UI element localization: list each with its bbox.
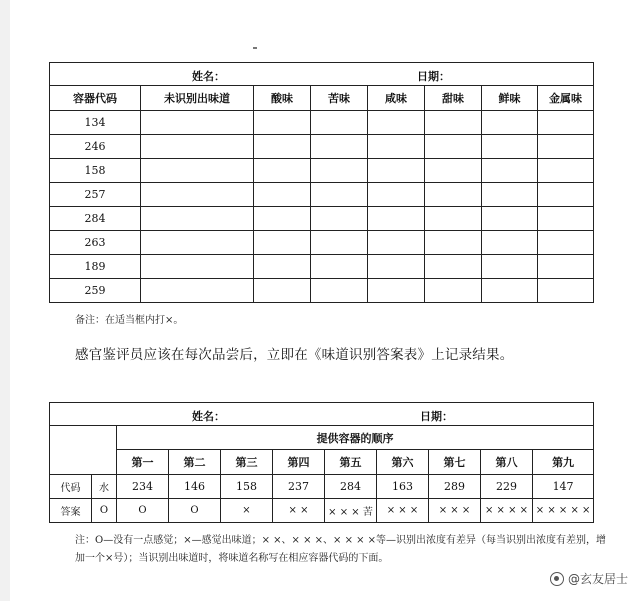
- answer-cell[interactable]: [254, 255, 311, 279]
- container-code-cell: 237: [273, 475, 325, 499]
- container-code-cell: 163: [377, 475, 429, 499]
- table2-note: 注：O—没有一点感觉；×—感觉出味道；× ×、× × ×、× × × ×等—识别出浓度有差异（每当识别出浓度有差别，增加一个×号）；当识别出味道时，将味道名称写在相应容器代码的下面。: [75, 535, 607, 564]
- order-header: 第七: [429, 450, 481, 475]
- answer-cell[interactable]: [141, 135, 254, 159]
- order-header: 第二: [169, 450, 221, 475]
- code-row: [50, 111, 594, 135]
- answer-cell[interactable]: [425, 111, 482, 135]
- answer-cell[interactable]: [254, 111, 311, 135]
- header-container-code: 容器代码: [50, 86, 141, 111]
- name-label: 姓名：: [192, 410, 225, 423]
- order-header: 第五: [325, 450, 377, 475]
- answer-cell[interactable]: [425, 231, 482, 255]
- name-date-row: [50, 403, 594, 426]
- order-header-row: [50, 450, 594, 475]
- table1-note: 备注：在适当框内打×。: [75, 315, 184, 326]
- water-answer: O: [92, 499, 117, 523]
- answer-cell: × ×: [273, 499, 325, 523]
- container-code-cell: 158: [50, 159, 141, 183]
- answer-cell[interactable]: [254, 279, 311, 303]
- code-row: [50, 183, 594, 207]
- provide-order-row: [50, 426, 594, 450]
- header-bitter: 苦味: [311, 86, 368, 111]
- answer-row-label: 答案: [50, 499, 92, 523]
- watermark: [550, 570, 628, 587]
- answer-cell[interactable]: [482, 279, 538, 303]
- answer-cell[interactable]: [538, 135, 594, 159]
- taste-identification-table: [49, 62, 594, 303]
- order-header: 第一: [117, 450, 169, 475]
- header-unidentified: 未识别出味道: [141, 86, 254, 111]
- account-icon: [550, 572, 564, 586]
- answer-cell[interactable]: [425, 183, 482, 207]
- answer-cell[interactable]: [425, 279, 482, 303]
- answer-cell[interactable]: [311, 255, 368, 279]
- container-code-cell: 147: [533, 475, 594, 499]
- blank-corner: [50, 426, 117, 475]
- table1-body: [50, 111, 594, 303]
- container-code-cell: 189: [50, 255, 141, 279]
- answer-cell[interactable]: [482, 207, 538, 231]
- answer-cell[interactable]: [254, 159, 311, 183]
- code-row: [50, 255, 594, 279]
- container-code-cell: 289: [429, 475, 481, 499]
- answer-cell[interactable]: [425, 255, 482, 279]
- answer-cell[interactable]: [368, 231, 425, 255]
- header-umami: 鲜味: [482, 86, 538, 111]
- container-code-cell: 259: [50, 279, 141, 303]
- answer-cell[interactable]: [538, 183, 594, 207]
- container-code-cell: 246: [50, 135, 141, 159]
- answer-cell[interactable]: [368, 207, 425, 231]
- header-sour: 酸味: [254, 86, 311, 111]
- container-code-cell: 234: [117, 475, 169, 499]
- code-row-label: 代码: [50, 475, 92, 499]
- container-code-cell: 158: [221, 475, 273, 499]
- answer-cell[interactable]: [141, 279, 254, 303]
- answer-cell[interactable]: [482, 231, 538, 255]
- provide-order-label: 提供容器的顺序: [117, 426, 594, 450]
- answer-cell[interactable]: [141, 159, 254, 183]
- order-header: 第六: [377, 450, 429, 475]
- answer-cell[interactable]: [482, 183, 538, 207]
- order-example-table: [49, 402, 594, 523]
- header-metallic: 金属味: [538, 86, 594, 111]
- answer-cell[interactable]: [254, 231, 311, 255]
- answer-cell: × × ×: [377, 499, 429, 523]
- answer-cell: × × × ×: [481, 499, 533, 523]
- answer-cell[interactable]: [368, 135, 425, 159]
- code-row: [50, 475, 594, 499]
- answer-cell[interactable]: [311, 279, 368, 303]
- answer-cell: O: [169, 499, 221, 523]
- answer-cell: × × ×: [429, 499, 481, 523]
- answer-cell[interactable]: [311, 207, 368, 231]
- answer-cell[interactable]: [368, 159, 425, 183]
- answer-cell[interactable]: [482, 255, 538, 279]
- container-code-cell: 134: [50, 111, 141, 135]
- answer-cell[interactable]: [368, 183, 425, 207]
- answer-cell[interactable]: [538, 231, 594, 255]
- container-code-cell: 263: [50, 231, 141, 255]
- scan-mark: [253, 47, 257, 49]
- answer-cell[interactable]: [141, 111, 254, 135]
- container-code-cell: 284: [50, 207, 141, 231]
- answer-row: [50, 499, 594, 523]
- code-row: [50, 279, 594, 303]
- answer-cell[interactable]: [254, 207, 311, 231]
- scan-edge: [0, 0, 10, 601]
- order-header: 第八: [481, 450, 533, 475]
- answer-cell[interactable]: [425, 207, 482, 231]
- code-row: [50, 231, 594, 255]
- container-code-cell: 146: [169, 475, 221, 499]
- answer-cell[interactable]: [311, 111, 368, 135]
- answer-cell[interactable]: [425, 159, 482, 183]
- code-row: [50, 207, 594, 231]
- answer-cell[interactable]: [141, 231, 254, 255]
- answer-cell[interactable]: [311, 159, 368, 183]
- answer-cell[interactable]: [538, 207, 594, 231]
- answer-cell[interactable]: [311, 135, 368, 159]
- header-row: [50, 86, 594, 111]
- date-label: 日期：: [420, 410, 453, 423]
- order-header: 第三: [221, 450, 273, 475]
- answer-cell[interactable]: [538, 159, 594, 183]
- answer-cell: O: [117, 499, 169, 523]
- container-code-cell: 229: [481, 475, 533, 499]
- container-code-cell: 257: [50, 183, 141, 207]
- answer-cell[interactable]: [311, 183, 368, 207]
- answer-cell[interactable]: [311, 231, 368, 255]
- water-label: 水: [92, 475, 117, 499]
- header-sweet: 甜味: [425, 86, 482, 111]
- instruction-paragraph: 感官鉴评员应该在每次品尝后，立即在《味道识别答案表》上记录结果。: [75, 347, 514, 363]
- answer-cell[interactable]: [368, 279, 425, 303]
- order-header: 第四: [273, 450, 325, 475]
- code-row: [50, 135, 594, 159]
- answer-cell: × × × 苦: [325, 499, 377, 523]
- answer-cell[interactable]: [368, 111, 425, 135]
- answer-cell[interactable]: [482, 159, 538, 183]
- answer-cell[interactable]: [538, 279, 594, 303]
- answer-cell: × × × × ×: [533, 499, 594, 523]
- answer-cell: ×: [221, 499, 273, 523]
- watermark-text: @玄友居士: [567, 572, 628, 586]
- answer-cell[interactable]: [538, 255, 594, 279]
- date-label: 日期：: [417, 70, 450, 83]
- header-salty: 咸味: [368, 86, 425, 111]
- answer-cell[interactable]: [254, 183, 311, 207]
- name-date-row: [50, 63, 594, 86]
- answer-cell[interactable]: [141, 207, 254, 231]
- code-row: [50, 159, 594, 183]
- name-label: 姓名：: [192, 70, 225, 83]
- answer-cell[interactable]: [368, 255, 425, 279]
- order-header: 第九: [533, 450, 594, 475]
- answer-cell[interactable]: [141, 255, 254, 279]
- answer-cell[interactable]: [482, 135, 538, 159]
- answer-cell[interactable]: [425, 135, 482, 159]
- answer-cell[interactable]: [254, 135, 311, 159]
- answer-cell[interactable]: [538, 111, 594, 135]
- container-code-cell: 284: [325, 475, 377, 499]
- answer-cell[interactable]: [482, 111, 538, 135]
- answer-cell[interactable]: [141, 183, 254, 207]
